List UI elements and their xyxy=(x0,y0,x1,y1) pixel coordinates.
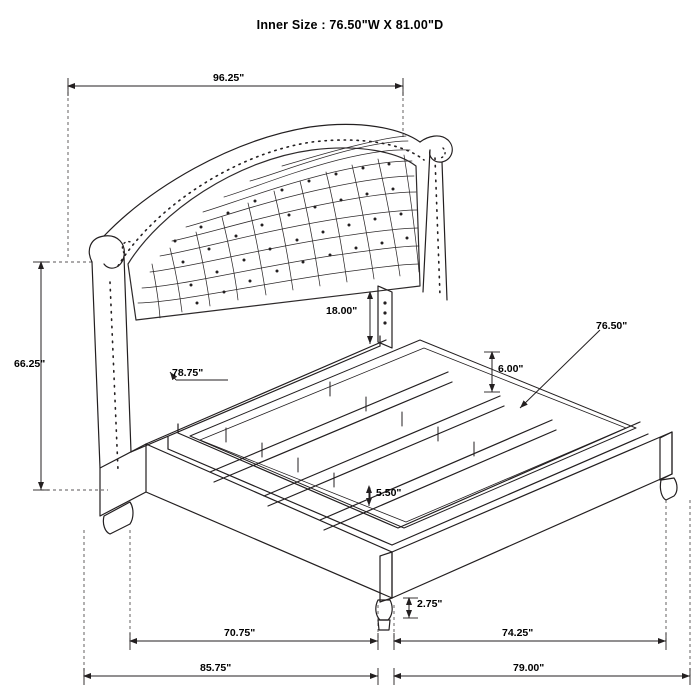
page-title: Inner Size : 76.50"W X 81.00"D xyxy=(256,18,444,32)
dimension-headboard-inner-width: 78.75" xyxy=(172,367,204,379)
dimension-right-depth: 74.25" xyxy=(502,627,534,639)
dimension-leg-height: 2.75" xyxy=(417,598,443,610)
dimension-mattress-width-callout: 76.50" xyxy=(596,320,628,332)
dimension-rail-drop: 18.00" xyxy=(326,305,358,317)
dimension-headboard-height: 66.25" xyxy=(14,358,46,370)
dimension-top-width: 96.25" xyxy=(213,72,245,84)
dimension-side-rail-height: 6.00" xyxy=(498,363,524,375)
dimension-bottom-left-depth: 85.75" xyxy=(200,662,232,674)
dimension-bottom-right-depth: 79.00" xyxy=(513,662,545,674)
dimension-slat-thickness: 5.50" xyxy=(376,487,402,499)
dimension-left-depth: 70.75" xyxy=(224,627,256,639)
